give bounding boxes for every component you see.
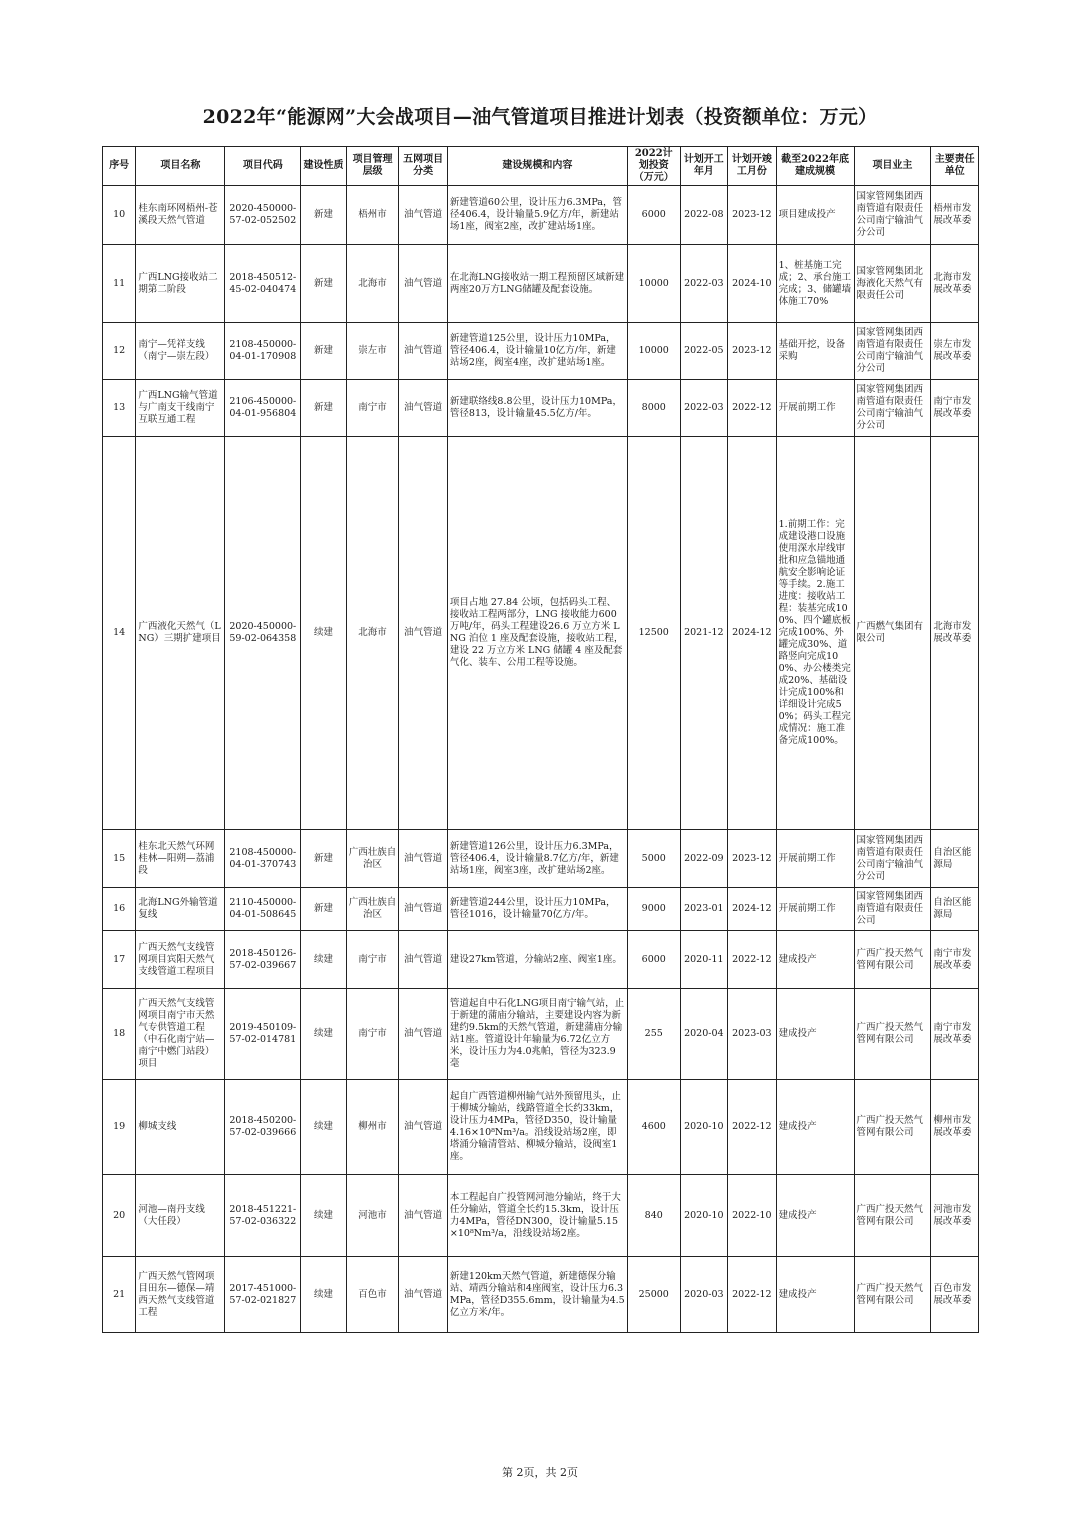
- cell-start: 2020-03: [680, 1257, 728, 1333]
- cell-nature: 续建: [301, 1175, 347, 1257]
- cell-unit: 南宁市发展改革委: [931, 380, 979, 437]
- cell-progress: 1.前期工作：完成建设港口设施使用深水岸线审批和应急锚地通航安全影响论证等手续。2.施工进度：接收站工程：装基完成100%、四个罐底板完成100%、外罐完成30%、道路竖向完成100%、办公楼类完成20%、基础设计完成100%和详细设计完成50%；码头工程完成情况：施工准备完成100%。: [776, 437, 854, 830]
- cell-level: 百色市: [346, 1257, 399, 1333]
- cell-end: 2022-12: [728, 1080, 777, 1175]
- cell-nature: 续建: [301, 437, 347, 830]
- cell-start: 2020-11: [680, 931, 728, 989]
- cell-nature: 续建: [301, 1080, 347, 1175]
- cell-content: 本工程起自广投管网河池分输站，终于大任分输站，管道全长约15.3km，设计压力4MPa，管径DN300，设计输量5.15×10⁸Nm³/a，沿线设站场2座。: [447, 1175, 627, 1257]
- cell-end: 2023-12: [728, 323, 777, 380]
- cell-start: 2022-08: [680, 186, 728, 245]
- cell-level: 南宁市: [346, 380, 399, 437]
- cell-unit: 南宁市发展改革委: [931, 931, 979, 989]
- table-row: [103, 888, 979, 931]
- cell-invest: 255: [627, 989, 680, 1080]
- cell-code: 2108-450000-04-01-170908: [225, 323, 301, 380]
- cell-name: 河池—南丹支线（大任段）: [136, 1175, 225, 1257]
- cell-owner: 国家管网集团北海液化天然气有限责任公司: [854, 245, 931, 323]
- cell-owner: 国家管网集团西南管道有限责任公司南宁输油气分公司: [854, 323, 931, 380]
- cell-category: 油气管道: [399, 1080, 448, 1175]
- cell-code: 2106-450000-04-01-956804: [225, 380, 301, 437]
- header-code: 项目代码: [225, 147, 301, 186]
- cell-no: 12: [103, 323, 136, 380]
- table-row: [103, 931, 979, 989]
- cell-category: 油气管道: [399, 323, 448, 380]
- table-row: [103, 186, 979, 245]
- cell-content: 新建管道60公里，设计压力6.3MPa，管径406.4，设计输量5.9亿方/年，新建站场1座，阀室2座，改扩建站场1座。: [447, 186, 627, 245]
- cell-end: 2022-12: [728, 1257, 777, 1333]
- cell-nature: 续建: [301, 1257, 347, 1333]
- cell-content: 在北海LNG接收站一期工程预留区域新建两座20万方LNG储罐及配套设施。: [447, 245, 627, 323]
- cell-unit: 自治区能源局: [931, 830, 979, 888]
- cell-progress: 建成投产: [776, 1175, 854, 1257]
- cell-content: 项目占地 27.84 公顷，包括码头工程、接收站工程两部分，LNG 接收能力600 万吨/年，码头工程建设26.6 万立方米 LNG 泊位 1 座及配套设施，接收站工程，建设 22 万立方米 LNG 储罐 4 座及配套气化、装车、公用工程等设施。: [447, 437, 627, 830]
- cell-level: 广西壮族自治区: [346, 888, 399, 931]
- cell-end: 2024-10: [728, 245, 777, 323]
- table-row: [103, 1080, 979, 1175]
- cell-unit: 自治区能源局: [931, 888, 979, 931]
- cell-level: 北海市: [346, 437, 399, 830]
- table-row: [103, 323, 979, 380]
- cell-owner: 国家管网集团西南管道有限责任公司南宁输油气分公司: [854, 830, 931, 888]
- cell-start: 2022-03: [680, 380, 728, 437]
- cell-end: 2022-12: [728, 380, 777, 437]
- cell-progress: 基础开挖，设备采购: [776, 323, 854, 380]
- cell-start: 2023-01: [680, 888, 728, 931]
- page-title: 2022年“能源网”大会战项目—油气管道项目推进计划表（投资额单位：万元）: [202, 106, 878, 128]
- cell-invest: 840: [627, 1175, 680, 1257]
- cell-progress: 开展前期工作: [776, 380, 854, 437]
- cell-progress: 开展前期工作: [776, 888, 854, 931]
- header-nature: 建设性质: [301, 147, 347, 186]
- cell-name: 南宁—凭祥支线（南宁—崇左段）: [136, 323, 225, 380]
- cell-code: 2020-450000-59-02-064358: [225, 437, 301, 830]
- cell-content: 管道起自中石化LNG项目南宁输气站，止于新建的蒲庙分输站，主要建设内容为新建约9.5km的天然气管道，新建蒲庙分输站1座。管道设计年输量为6.72亿立方米，设计压力为4.0兆帕，管径为323.9毫: [447, 989, 627, 1080]
- cell-category: 油气管道: [399, 245, 448, 323]
- cell-name: 广西LNG输气管道与广南支干线南宁互联互通工程: [136, 380, 225, 437]
- cell-no: 16: [103, 888, 136, 931]
- cell-nature: 续建: [301, 931, 347, 989]
- cell-no: 21: [103, 1257, 136, 1333]
- cell-category: 油气管道: [399, 437, 448, 830]
- cell-no: 11: [103, 245, 136, 323]
- cell-start: 2022-03: [680, 245, 728, 323]
- cell-category: 油气管道: [399, 830, 448, 888]
- cell-invest: 10000: [627, 245, 680, 323]
- cell-name: 桂东南环网梧州-苍溪段天然气管道: [136, 186, 225, 245]
- cell-invest: 6000: [627, 931, 680, 989]
- cell-code: 2018-450126-57-02-039667: [225, 931, 301, 989]
- cell-invest: 6000: [627, 186, 680, 245]
- cell-end: 2022-12: [728, 931, 777, 989]
- cell-nature: 新建: [301, 323, 347, 380]
- header-no: 序号: [103, 147, 136, 186]
- cell-invest: 12500: [627, 437, 680, 830]
- cell-content: 新建120km天然气管道，新建德保分输站、靖西分输站和4座阀室，设计压力6.3MPa，管径D355.6mm，设计输量为4.5亿立方米/年。: [447, 1257, 627, 1333]
- cell-invest: 5000: [627, 830, 680, 888]
- cell-start: 2022-05: [680, 323, 728, 380]
- cell-invest: 4600: [627, 1080, 680, 1175]
- header-invest: 2022计划投资（万元）: [627, 147, 680, 186]
- cell-end: 2023-03: [728, 989, 777, 1080]
- cell-code: 2020-450000-57-02-052502: [225, 186, 301, 245]
- cell-end: 2024-12: [728, 888, 777, 931]
- cell-progress: 项目建成投产: [776, 186, 854, 245]
- cell-nature: 新建: [301, 186, 347, 245]
- cell-owner: 广西广投天然气管网有限公司: [854, 1257, 931, 1333]
- cell-nature: 续建: [301, 989, 347, 1080]
- cell-invest: 10000: [627, 323, 680, 380]
- cell-level: 广西壮族自治区: [346, 830, 399, 888]
- cell-invest: 9000: [627, 888, 680, 931]
- header-start: 计划开工年月: [680, 147, 728, 186]
- header-category: 五网项目分类: [399, 147, 448, 186]
- table-row: [103, 989, 979, 1080]
- cell-unit: 南宁市发展改革委: [931, 989, 979, 1080]
- cell-owner: 广西广投天然气管网有限公司: [854, 1175, 931, 1257]
- cell-level: 南宁市: [346, 989, 399, 1080]
- cell-progress: 建成投产: [776, 1080, 854, 1175]
- cell-no: 13: [103, 380, 136, 437]
- cell-code: 2110-450000-04-01-508645: [225, 888, 301, 931]
- cell-unit: 崇左市发展改革委: [931, 323, 979, 380]
- cell-level: 河池市: [346, 1175, 399, 1257]
- cell-unit: 北海市发展改革委: [931, 245, 979, 323]
- cell-content: 新建管道244公里，设计压力10MPa，管径1016，设计输量70亿方/年。: [447, 888, 627, 931]
- table-row: [103, 1175, 979, 1257]
- cell-unit: 柳州市发展改革委: [931, 1080, 979, 1175]
- cell-owner: 国家管网集团西南管道有限责任公司南宁输油气分公司: [854, 186, 931, 245]
- cell-progress: 建成投产: [776, 931, 854, 989]
- cell-start: 2020-10: [680, 1080, 728, 1175]
- cell-progress: 开展前期工作: [776, 830, 854, 888]
- cell-no: 20: [103, 1175, 136, 1257]
- header-end: 计划开竣工月份: [728, 147, 777, 186]
- cell-name: 广西液化天然气（LNG）三期扩建项目: [136, 437, 225, 830]
- cell-end: 2023-12: [728, 186, 777, 245]
- cell-content: 新建联络线8.8公里，设计压力10MPa，管径813，设计输量45.5亿方/年。: [447, 380, 627, 437]
- cell-code: 2108-450000-04-01-370743: [225, 830, 301, 888]
- cell-code: 2018-450200-57-02-039666: [225, 1080, 301, 1175]
- cell-start: 2020-10: [680, 1175, 728, 1257]
- cell-nature: 新建: [301, 380, 347, 437]
- table-row: [103, 380, 979, 437]
- cell-progress: 建成投产: [776, 989, 854, 1080]
- header-unit: 主要责任单位: [931, 147, 979, 186]
- header-name: 项目名称: [136, 147, 225, 186]
- cell-name: 广西天然气支线管网项目宾阳天然气支线管道工程项目: [136, 931, 225, 989]
- cell-name: 广西LNG接收站二期第二阶段: [136, 245, 225, 323]
- cell-category: 油气管道: [399, 989, 448, 1080]
- cell-code: 2018-451221-57-02-036322: [225, 1175, 301, 1257]
- cell-invest: 25000: [627, 1257, 680, 1333]
- cell-level: 北海市: [346, 245, 399, 323]
- cell-name: 广西天然气管网项目田东—德保—靖西天然气支线管道工程: [136, 1257, 225, 1333]
- cell-unit: 北海市发展改革委: [931, 437, 979, 830]
- cell-owner: 广西燃气集团有限公司: [854, 437, 931, 830]
- cell-unit: 百色市发展改革委: [931, 1257, 979, 1333]
- page-footer: 第 2页，共 2页: [502, 1466, 578, 1479]
- cell-category: 油气管道: [399, 1257, 448, 1333]
- cell-category: 油气管道: [399, 888, 448, 931]
- cell-owner: 广西广投天然气管网有限公司: [854, 1080, 931, 1175]
- cell-level: 崇左市: [346, 323, 399, 380]
- cell-content: 起自广西管道柳州输气站外预留甩头，止于柳城分输站，线路管道全长约33km，设计压力4MPa，管径D350，设计输量4.16×10⁸Nm³/a。沿线设站场2座，即塔涌分输清管站、柳城分输站，设阀室1座。: [447, 1080, 627, 1175]
- cell-nature: 新建: [301, 888, 347, 931]
- cell-owner: 广西广投天然气管网有限公司: [854, 989, 931, 1080]
- cell-name: 柳城支线: [136, 1080, 225, 1175]
- project-plan-table: [102, 146, 979, 1333]
- cell-start: 2021-12: [680, 437, 728, 830]
- cell-start: 2022-09: [680, 830, 728, 888]
- cell-content: 建设27km管道，分输站2座、阀室1座。: [447, 931, 627, 989]
- cell-start: 2020-04: [680, 989, 728, 1080]
- cell-end: 2024-12: [728, 437, 777, 830]
- table-row: [103, 830, 979, 888]
- header-content: 建设规模和内容: [447, 147, 627, 186]
- cell-category: 油气管道: [399, 186, 448, 245]
- cell-progress: 1、桩基施工完成；2、承台施工完成；3、储罐墙体施工70%: [776, 245, 854, 323]
- cell-code: 2017-451000-57-02-021827: [225, 1257, 301, 1333]
- cell-name: 北海LNG外输管道复线: [136, 888, 225, 931]
- cell-content: 新建管道126公里，设计压力6.3MPa，管径406.4，设计输量8.7亿方/年，新建站场1座，阀室3座，改扩建站场2座。: [447, 830, 627, 888]
- table-row: [103, 245, 979, 323]
- cell-level: 柳州市: [346, 1080, 399, 1175]
- cell-no: 14: [103, 437, 136, 830]
- cell-no: 19: [103, 1080, 136, 1175]
- cell-code: 2018-450512-45-02-040474: [225, 245, 301, 323]
- table-row: [103, 437, 979, 830]
- cell-content: 新建管道125公里，设计压力10MPa，管径406.4，设计输量10亿方/年，新建站场2座，阀室4座，改扩建站场1座。: [447, 323, 627, 380]
- cell-unit: 河池市发展改革委: [931, 1175, 979, 1257]
- cell-end: 2022-10: [728, 1175, 777, 1257]
- cell-owner: 国家管网集团西南管道有限责任公司: [854, 888, 931, 931]
- header-level: 项目管理层级: [346, 147, 399, 186]
- cell-category: 油气管道: [399, 380, 448, 437]
- cell-level: 南宁市: [346, 931, 399, 989]
- cell-unit: 梧州市发展改革委: [931, 186, 979, 245]
- cell-no: 15: [103, 830, 136, 888]
- cell-no: 10: [103, 186, 136, 245]
- cell-code: 2019-450109-57-02-014781: [225, 989, 301, 1080]
- cell-level: 梧州市: [346, 186, 399, 245]
- cell-category: 油气管道: [399, 931, 448, 989]
- cell-category: 油气管道: [399, 1175, 448, 1257]
- cell-owner: 广西广投天然气管网有限公司: [854, 931, 931, 989]
- table-row: [103, 1257, 979, 1333]
- cell-name: 桂东北天然气环网桂林—阳朔—荔浦段: [136, 830, 225, 888]
- header-row: [103, 147, 979, 186]
- cell-progress: 建成投产: [776, 1257, 854, 1333]
- cell-nature: 新建: [301, 830, 347, 888]
- cell-nature: 新建: [301, 245, 347, 323]
- cell-no: 17: [103, 931, 136, 989]
- cell-owner: 国家管网集团西南管道有限责任公司南宁输油气分公司: [854, 380, 931, 437]
- cell-end: 2023-12: [728, 830, 777, 888]
- header-progress: 截至2022年底建成规模: [776, 147, 854, 186]
- cell-invest: 8000: [627, 380, 680, 437]
- cell-no: 18: [103, 989, 136, 1080]
- cell-name: 广西天然气支线管网项目南宁市天然气专供管道工程（中石化南宁站—南宁中燃门站段）项目: [136, 989, 225, 1080]
- header-owner: 项目业主: [854, 147, 931, 186]
